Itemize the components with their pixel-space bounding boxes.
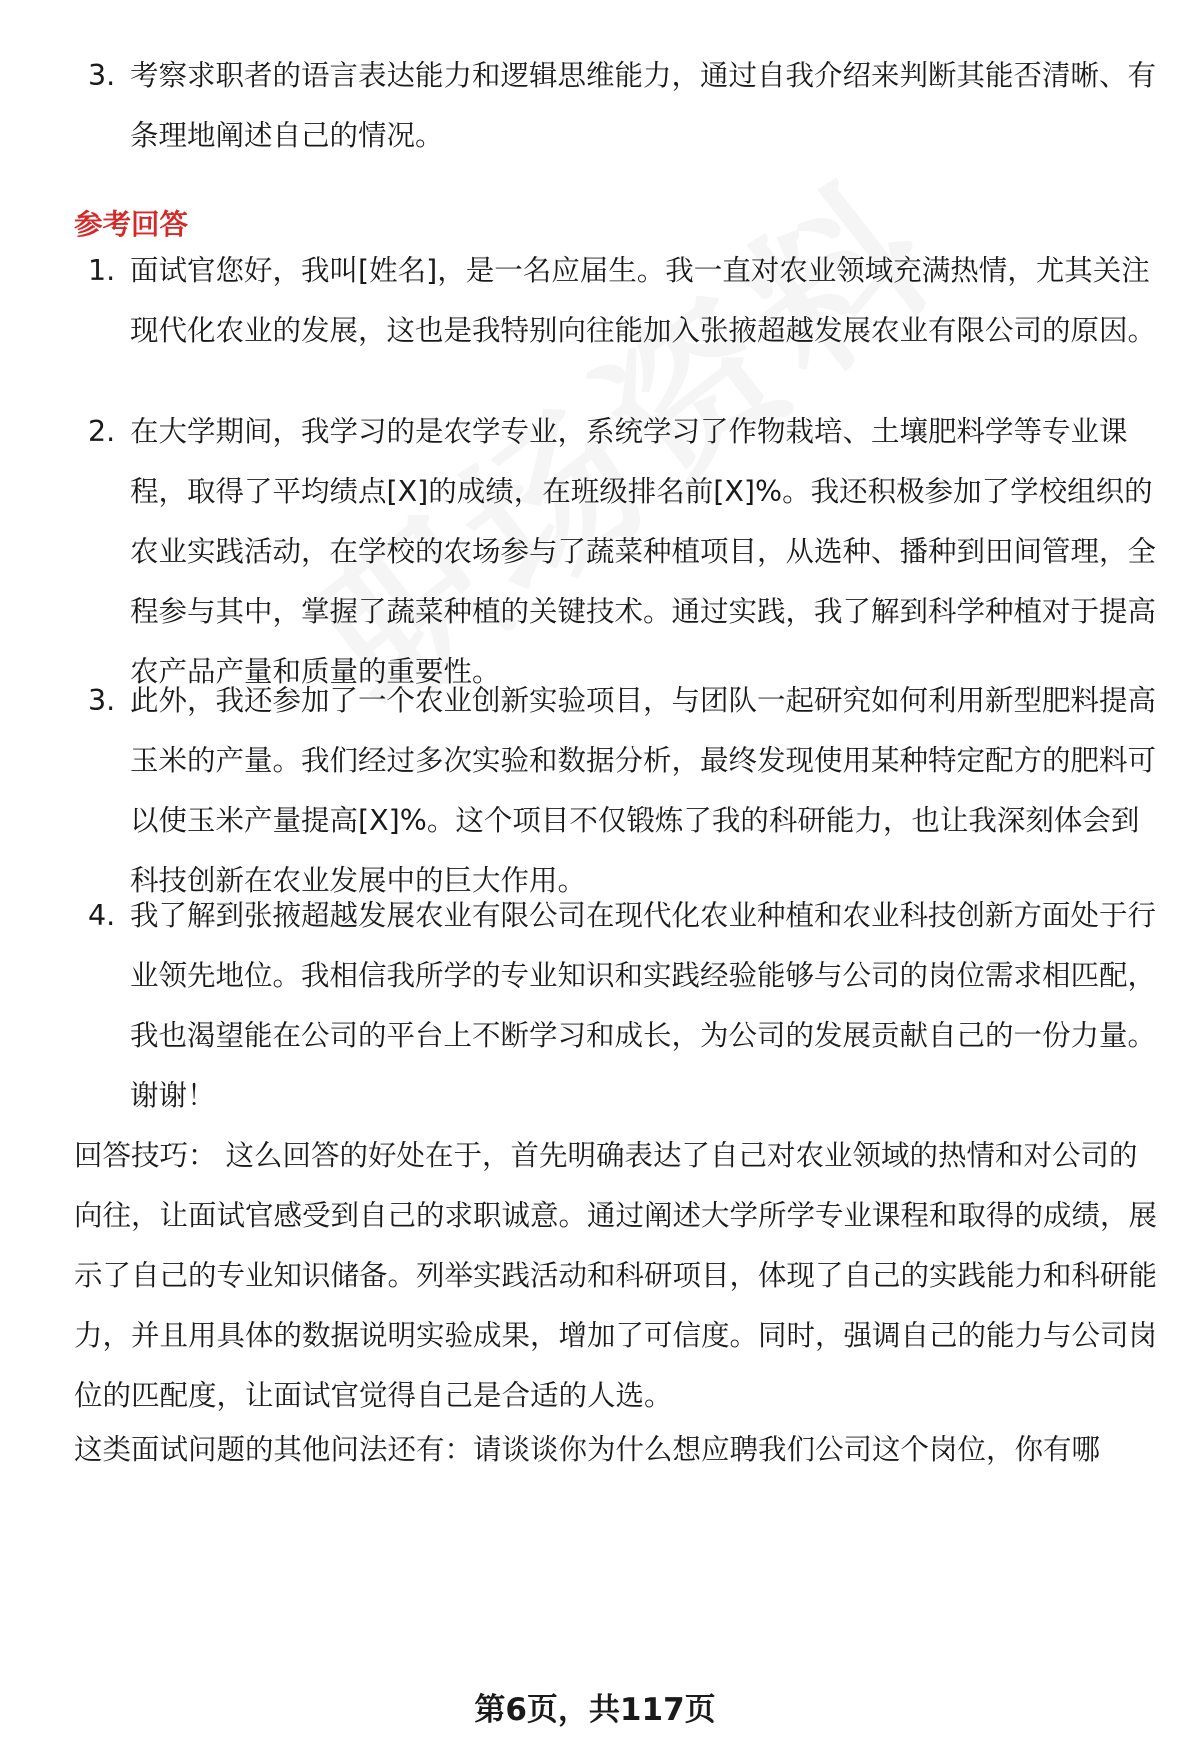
list-item (88, 241, 1160, 361)
list-number: 1. (88, 254, 116, 287)
list-item (88, 402, 1160, 702)
list-text: 在大学期间，我学习的是农学专业，系统学习了作物栽培、土壤肥料学等专业课程，取得了平均绩点[X]的成绩，在班级排名前[X]%。我还积极参加了学校组织的农业实践活动，在学校的农场参与了蔬菜种植项目，从选种、播种到田间管理，全程参与其中，掌握了蔬菜种植的关键技术。通过实践，我了解到科学种植对于提高农产品产量和质量的重要性。 (130, 415, 1157, 688)
page-footer: 第6页，共117页 (474, 1692, 716, 1728)
list-number: 3. (88, 59, 116, 92)
tips-paragraph: 回答技巧： 这么回答的好处在于，首先明确表达了自己对农业领域的热情和对公司的向往，让面试官感受到自己的求职诚意。通过阐述大学所学专业课程和取得的成绩，展示了自己的专业知识储备。列举实践活动和科研项目，体现了自己的实践能力和科研能力，并且用具体的数据说明实验成果，增加了可信度。同时，强调自己的能力与公司岗位的匹配度，让面试官觉得自己是合适的人选。 (74, 1139, 1158, 1412)
list-text: 我了解到张掖超越发展农业有限公司在现代化农业种植和农业科技创新方面处于行业领先地位。我相信我所学的专业知识和实践经验能够与公司的岗位需求相匹配，我也渴望能在公司的平台上不断学习和成长，为公司的发展贡献自己的一份力量。谢谢！ (130, 899, 1157, 1112)
list-number: 3. (88, 684, 116, 717)
list-item (88, 886, 1160, 1126)
list-text: 此外，我还参加了一个农业创新实验项目，与团队一起研究如何利用新型肥料提高玉米的产量。我们经过多次实验和数据分析，最终发现使用某种特定配方的肥料可以使玉米产量提高[X]%。这个项目不仅锻炼了我的科研能力，也让我深刻体会到科技创新在农业发展中的巨大作用。 (130, 684, 1157, 897)
list-text: 面试官您好，我叫[姓名]，是一名应届生。我一直对农业领域充满热情，尤其关注现代化农业的发展，这也是我特别向往能加入张掖超越发展农业有限公司的原因。 (130, 254, 1157, 347)
other-questions-paragraph: 这类面试问题的其他问法还有：请谈谈你为什么想应聘我们公司这个岗位，你有哪 (74, 1433, 1101, 1466)
section-heading: 参考回答 (74, 208, 189, 241)
list-number: 2. (88, 415, 116, 448)
list-item (88, 671, 1160, 911)
list-number: 4. (88, 899, 116, 932)
list-text: 考察求职者的语言表达能力和逻辑思维能力，通过自我介绍来判断其能否清晰、有条理地阐述自己的情况。 (130, 59, 1157, 152)
list-item (88, 46, 1160, 166)
